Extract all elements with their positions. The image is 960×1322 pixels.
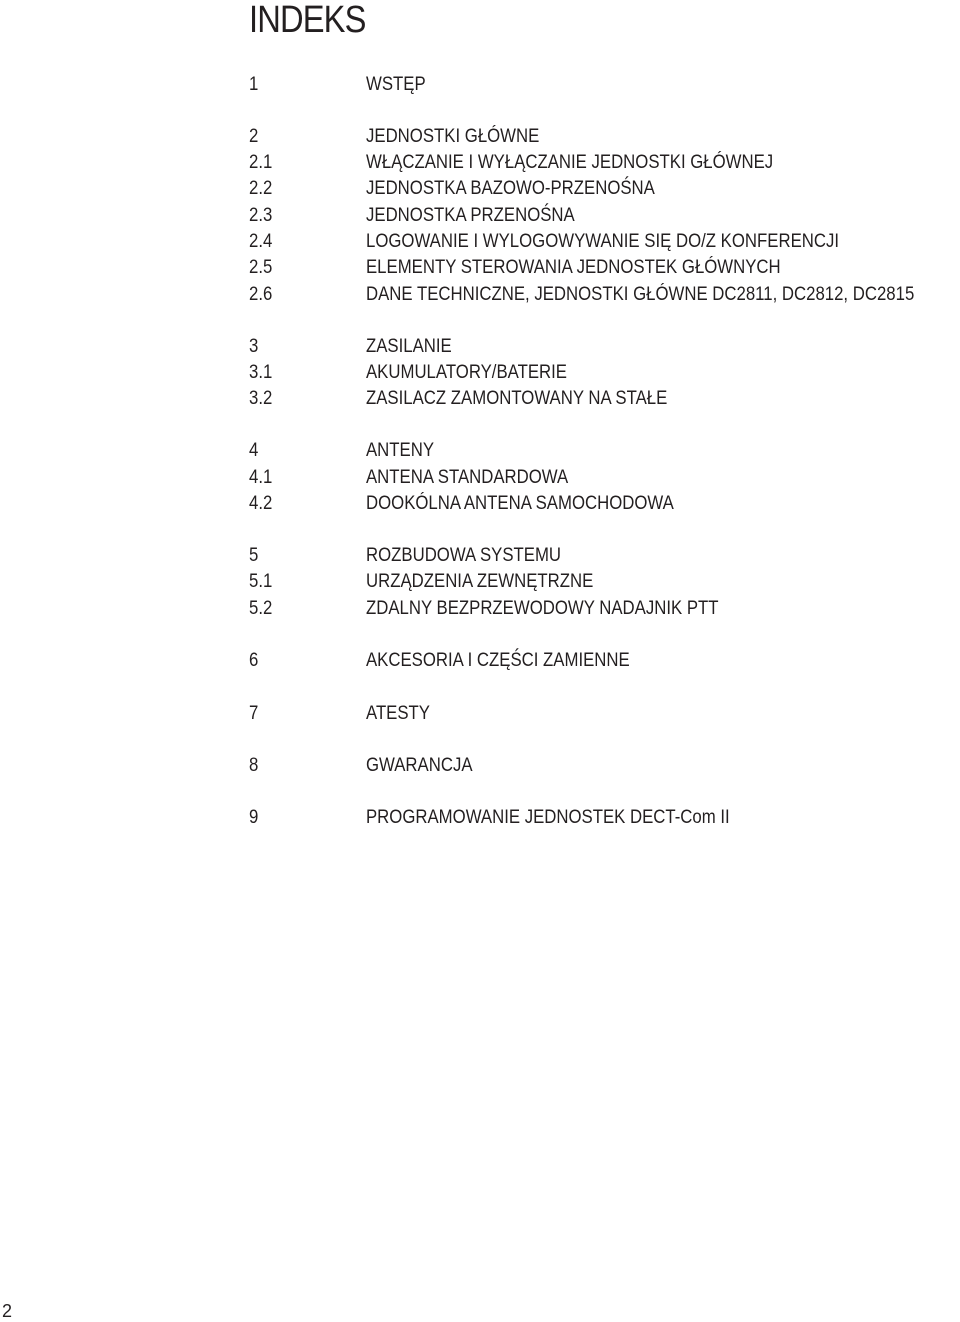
toc-entry-label: ZASILANIE	[366, 335, 452, 357]
toc-entry-label: WSTĘP	[366, 73, 426, 95]
toc-entry-number: 5	[249, 544, 259, 566]
toc-entry-label: WŁĄCZANIE I WYŁĄCZANIE JEDNOSTKI GŁÓWNEJ	[366, 151, 774, 173]
toc-entry-label: JEDNOSTKA BAZOWO-PRZENOŚNA	[366, 177, 655, 199]
toc-entry-label: GWARANCJA	[366, 754, 473, 776]
toc-entry-label: PROGRAMOWANIE JEDNOSTEK DECT-Com II	[366, 806, 730, 828]
toc-entry-label: DANE TECHNICZNE, JEDNOSTKI GŁÓWNE DC2811, DC2812, DC2815	[366, 283, 915, 305]
toc-entry-number: 4.1	[249, 466, 273, 488]
toc-entry-number: 1	[249, 73, 259, 95]
toc-entry-number: 3.2	[249, 387, 273, 409]
toc-entry-label: DOOKÓLNA ANTENA SAMOCHODOWA	[366, 492, 674, 514]
toc-entry-number: 2.5	[249, 256, 273, 278]
toc-entry-number: 7	[249, 702, 259, 724]
toc-entry-number: 8	[249, 754, 259, 776]
toc-entry-label: AKUMULATORY/BATERIE	[366, 361, 567, 383]
toc-entry-label: AKCESORIA I CZĘŚCI ZAMIENNE	[366, 649, 630, 671]
toc-entry-label: JEDNOSTKA PRZENOŚNA	[366, 204, 575, 226]
toc-entry-number: 2.4	[249, 230, 273, 252]
toc-entry-number: 2	[249, 125, 259, 147]
toc-entry-number: 9	[249, 806, 259, 828]
toc-entry-number: 5.1	[249, 570, 273, 592]
toc-entry-label: ROZBUDOWA SYSTEMU	[366, 544, 562, 566]
toc-entry-label: ZDALNY BEZPRZEWODOWY NADAJNIK PTT	[366, 597, 719, 619]
toc-entry-number: 3	[249, 335, 259, 357]
toc-entry-label: URZĄDZENIA ZEWNĘTRZNE	[366, 570, 594, 592]
toc-entry-number: 4	[249, 439, 259, 461]
toc-entry-number: 3.1	[249, 361, 273, 383]
toc-entry-label: ANTENA STANDARDOWA	[366, 466, 569, 488]
toc-entry-number: 5.2	[249, 597, 273, 619]
toc-entry-label: ELEMENTY STEROWANIA JEDNOSTEK GŁÓWNYCH	[366, 256, 781, 278]
toc-entry-label: ZASILACZ ZAMONTOWANY NA STAŁE	[366, 387, 668, 409]
toc-entry-label: JEDNOSTKI GŁÓWNE	[366, 125, 540, 147]
toc-entry-number: 6	[249, 649, 259, 671]
table-of-contents	[249, 0, 949, 1322]
toc-entry-number: 2.3	[249, 204, 273, 226]
toc-entry-label: ANTENY	[366, 439, 435, 461]
toc-entry-number: 2.1	[249, 151, 273, 173]
toc-entry-label: ATESTY	[366, 702, 430, 724]
toc-entry-label: LOGOWANIE I WYLOGOWYWANIE SIĘ DO/Z KONFERENCJI	[366, 230, 840, 252]
toc-entry-number: 4.2	[249, 492, 273, 514]
page-title: INDEKS	[249, 0, 366, 41]
page-number: 2	[2, 1301, 13, 1321]
toc-entry-number: 2.2	[249, 177, 273, 199]
toc-entry-number: 2.6	[249, 283, 273, 305]
